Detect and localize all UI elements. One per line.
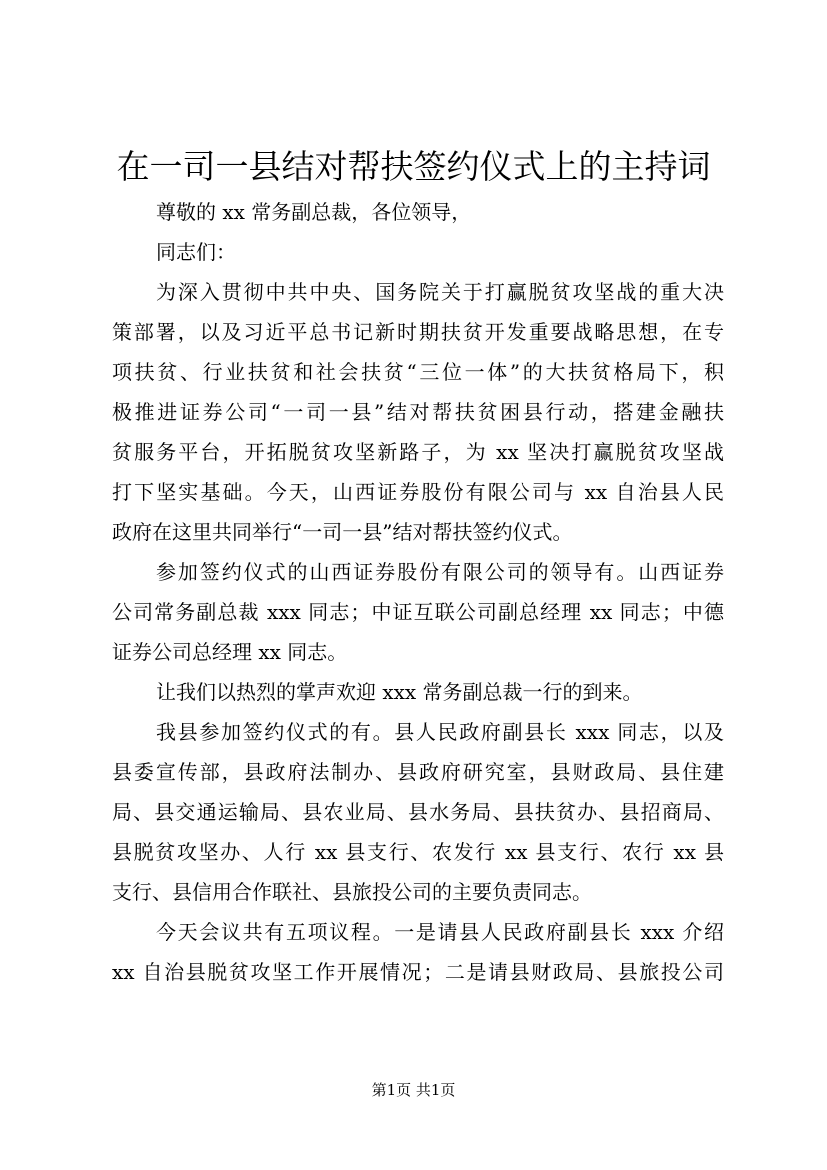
page-number-footer: 第1页 共1页 (371, 1081, 456, 1099)
paragraph-line: 县脱贫攻坚办、人行 xx 县支行、农发行 xx 县支行、农行 xx 县 (112, 840, 724, 864)
document-title: 在一司一县结对帮扶签约仪式上的主持词 (116, 147, 711, 186)
paragraph-line: 今天会议共有五项议程。一是请县人民政府副县长 xxx 介绍 (156, 920, 724, 944)
greeting-line: 同志们： (156, 240, 236, 264)
paragraph-line: 策部署，以及习近平总书记新时期扶贫开发重要战略思想，在专 (112, 320, 724, 344)
greeting-line: 尊敬的 xx 常务副总裁，各位领导， (156, 200, 472, 224)
paragraph-line: 局、县交通运输局、县农业局、县水务局、县扶贫办、县招商局、 (112, 800, 724, 824)
paragraph-line: 贫服务平台，开拓脱贫攻坚新路子，为 xx 坚决打赢脱贫攻坚战 (112, 440, 724, 464)
paragraph-line: 我县参加签约仪式的有。县人民政府副县长 xxx 同志，以及 (156, 720, 724, 744)
paragraph-line: 公司常务副总裁 xxx 同志；中证互联公司副总经理 xx 同志；中德 (112, 600, 724, 624)
paragraph-line: 支行、县信用合作联社、县旅投公司的主要负责同志。 (112, 880, 592, 904)
paragraph-line: 县委宣传部，县政府法制办、县政府研究室，县财政局、县住建 (112, 760, 724, 784)
paragraph-line: 参加签约仪式的山西证券股份有限公司的领导有。山西证券 (156, 560, 724, 584)
paragraph-line: 政府在这里共同举行“一司一县”结对帮扶签约仪式。 (112, 520, 573, 544)
paragraph-line: 极推进证券公司“一司一县”结对帮扶贫困县行动，搭建金融扶 (112, 400, 724, 424)
paragraph-line: 打下坚实基础。今天，山西证券股份有限公司与 xx 自治县人民 (112, 480, 724, 504)
paragraph-line: 为深入贯彻中共中央、国务院关于打赢脱贫攻坚战的重大决 (156, 280, 724, 304)
paragraph-line: 项扶贫、行业扶贫和社会扶贫“三位一体”的大扶贫格局下，积 (112, 360, 724, 384)
document-body (112, 192, 724, 992)
paragraph-line: 让我们以热烈的掌声欢迎 xxx 常务副总裁一行的到来。 (156, 680, 643, 704)
paragraph-line: 证券公司总经理 xx 同志。 (112, 640, 348, 664)
paragraph-line: xx 自治县脱贫攻坚工作开展情况；二是请县财政局、县旅投公司 (112, 960, 724, 984)
